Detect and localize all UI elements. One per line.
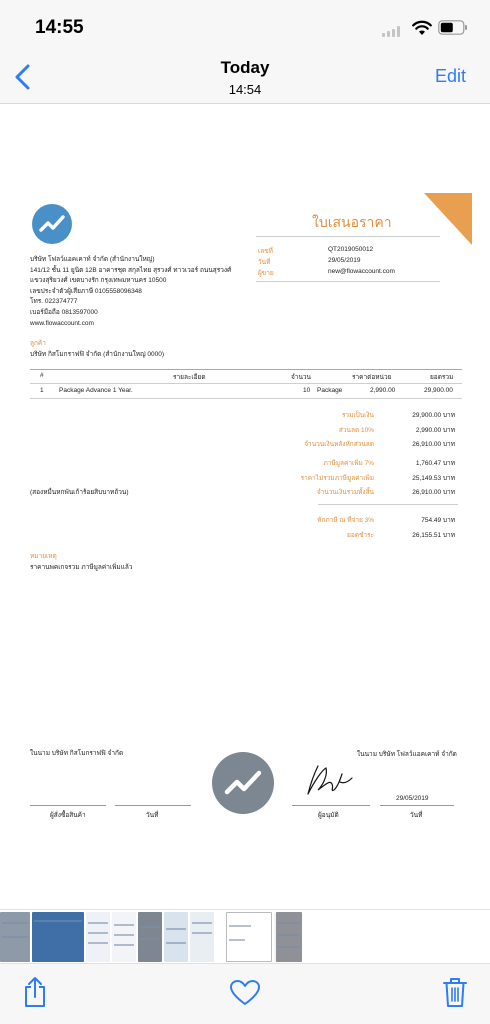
- quote-number-label: เลขที่: [258, 248, 273, 255]
- approver-signature: [300, 760, 356, 800]
- customer-sign-line: [30, 805, 106, 806]
- customer-sign-org: ในนาม บริษัท กิสโมกราฟฟิ จำกัด: [30, 750, 124, 757]
- amount-in-words: (สองหมื่นหกพันเก้าร้อยสิบบาทถ้วน): [30, 489, 129, 496]
- heart-icon[interactable]: [230, 980, 260, 1006]
- thumbnail-10[interactable]: [276, 912, 302, 962]
- grand-total-label: จำนวนเงินรวมทั้งสิ้น: [316, 489, 374, 496]
- trash-icon[interactable]: [442, 976, 468, 1008]
- navigation-bar: [0, 50, 490, 104]
- nav-title: Today: [220, 58, 270, 77]
- corner-triangle-decoration: [424, 193, 472, 245]
- header-index: #: [40, 372, 44, 379]
- thumbnail-7[interactable]: [190, 912, 214, 962]
- thumbnail-4[interactable]: [112, 912, 136, 962]
- edit-button[interactable]: Edit: [434, 66, 466, 86]
- seller-name: บริษัท โฟลว์แอคเคาท์ จำกัด (สำนักงานใหญ่): [30, 256, 155, 263]
- grand-total-value: 26,910.00 บาท: [412, 489, 455, 496]
- thumbnail-current[interactable]: [226, 912, 272, 962]
- thumbnail-6[interactable]: [164, 912, 188, 962]
- withholding-tax-label: หักภาษี ณ ที่จ่าย 3%: [317, 517, 374, 524]
- seller-contact-value: new@flowaccount.com: [328, 268, 395, 275]
- table-header-divider: [30, 383, 462, 384]
- seller-address-1: 141/12 ชั้น 11 ยูนิต 12B อาคารชุด สกุลไทย สุรวงศ์ ทาวเวอร์ ถนนสุรวงศ์: [30, 267, 232, 274]
- vat-value: 1,760.47 บาท: [415, 460, 455, 467]
- buyer-date-caption: วันที่: [146, 812, 159, 819]
- after-discount-label: จำนวนเงินหลังหักส่วนลด: [304, 441, 374, 448]
- table-bottom-border: [30, 398, 462, 399]
- thumbnail-5[interactable]: [138, 912, 162, 962]
- thumbnail-3[interactable]: [86, 912, 110, 962]
- subtotal-value: 29,900.00 บาท: [412, 412, 455, 419]
- header-total: ยอดรวม: [430, 374, 454, 381]
- customer-date-line: [115, 805, 191, 806]
- seller-sign-org: ในนาม บริษัท โฟลว์แอคเคาท์ จำกัด: [357, 751, 457, 758]
- vat-label: ภาษีมูลค่าเพิ่ม 7%: [323, 460, 374, 467]
- row-quantity: 10: [303, 387, 311, 394]
- seller-website: www.flowaccount.com: [30, 320, 94, 327]
- seller-contact-label: ผู้ขาย: [258, 270, 274, 277]
- approver-sign-line: [292, 805, 370, 806]
- flowaccount-logo-icon: [32, 204, 72, 244]
- battery-icon: [438, 20, 468, 35]
- thumbnail-2[interactable]: [32, 912, 84, 962]
- row-description: Package Advance 1 Year.: [59, 387, 133, 394]
- approver-caption: ผู้อนุมัติ: [318, 812, 339, 819]
- amount-due-value: 26,155.51 บาท: [412, 532, 455, 539]
- discount-label: ส่วนลด 10%: [338, 427, 374, 434]
- pre-vat-value: 25,149.53 บาท: [412, 475, 455, 482]
- status-time: 14:55: [35, 17, 84, 38]
- seller-mobile: เบอร์มือถือ 0813597000: [30, 309, 98, 316]
- quote-date-value: 29/05/2019: [328, 257, 361, 264]
- remarks-text: ราคานพคเกจรวม ภาษีมูลค่าเพิ่มแล้ว: [30, 564, 133, 571]
- row-total: 29,900.00: [424, 387, 453, 394]
- thumbnail-strip[interactable]: [0, 909, 490, 963]
- row-unit-price: 2,990.00: [370, 387, 396, 394]
- thumbnail-1[interactable]: [0, 912, 30, 962]
- quote-date-label: วันที่: [258, 259, 271, 266]
- seller-phone: โทร. 022374777: [30, 298, 78, 305]
- buyer-caption: ผู้สั่งซื้อสินค้า: [50, 812, 86, 819]
- seller-address-2: แขวงสุริยวงศ์ เขตบางรัก กรุงเทพมหานคร 10500: [30, 277, 167, 284]
- quotation-document: [0, 105, 490, 909]
- header-unit-price: ราคาต่อหน่วย: [352, 374, 392, 381]
- document-title: ใบเสนอราคา: [312, 214, 392, 230]
- header-quantity: จำนวน: [291, 374, 311, 381]
- bottom-toolbar: [0, 963, 490, 1024]
- wifi-icon: [412, 20, 432, 36]
- meta-top-divider: [256, 236, 440, 237]
- nav-subtitle: 14:54: [228, 82, 262, 97]
- summary-divider: [318, 504, 458, 505]
- approver-date-line: [380, 805, 454, 806]
- customer-label: ลูกค้า: [30, 340, 46, 347]
- status-bar: [0, 0, 490, 50]
- quote-number-value: QT2019050012: [328, 246, 374, 253]
- share-icon[interactable]: [22, 976, 48, 1008]
- seller-tax-id: เลขประจำตัวผู้เสียภาษี 0105558096348: [30, 288, 142, 295]
- subtotal-label: รวมเป็นเงิน: [341, 412, 374, 419]
- table-top-border: [30, 369, 462, 370]
- row-unit: Package: [317, 387, 343, 394]
- flowaccount-logo-stamp-icon: [212, 752, 274, 814]
- row-index: 1: [40, 387, 44, 394]
- pre-vat-label: ราคาไม่รวมภาษีมูลค่าเพิ่ม: [300, 475, 374, 482]
- cellular-signal-icon: [382, 26, 400, 37]
- meta-bottom-divider: [256, 281, 440, 282]
- after-discount-value: 26,910.00 บาท: [412, 441, 455, 448]
- discount-value: 2,990.00 บาท: [415, 427, 455, 434]
- customer-name: บริษัท กิสโมกราฟฟิ จำกัด (สำนักงานใหญ่ 0000): [30, 351, 165, 358]
- approver-date-caption: วันที่: [410, 812, 423, 819]
- header-description: รายละเอียด: [173, 374, 206, 381]
- approve-date: 29/05/2019: [396, 795, 429, 802]
- amount-due-label: ยอดชำระ: [347, 532, 374, 539]
- remarks-label: หมายเหตุ: [30, 553, 57, 560]
- withholding-tax-value: 754.49 บาท: [421, 517, 455, 524]
